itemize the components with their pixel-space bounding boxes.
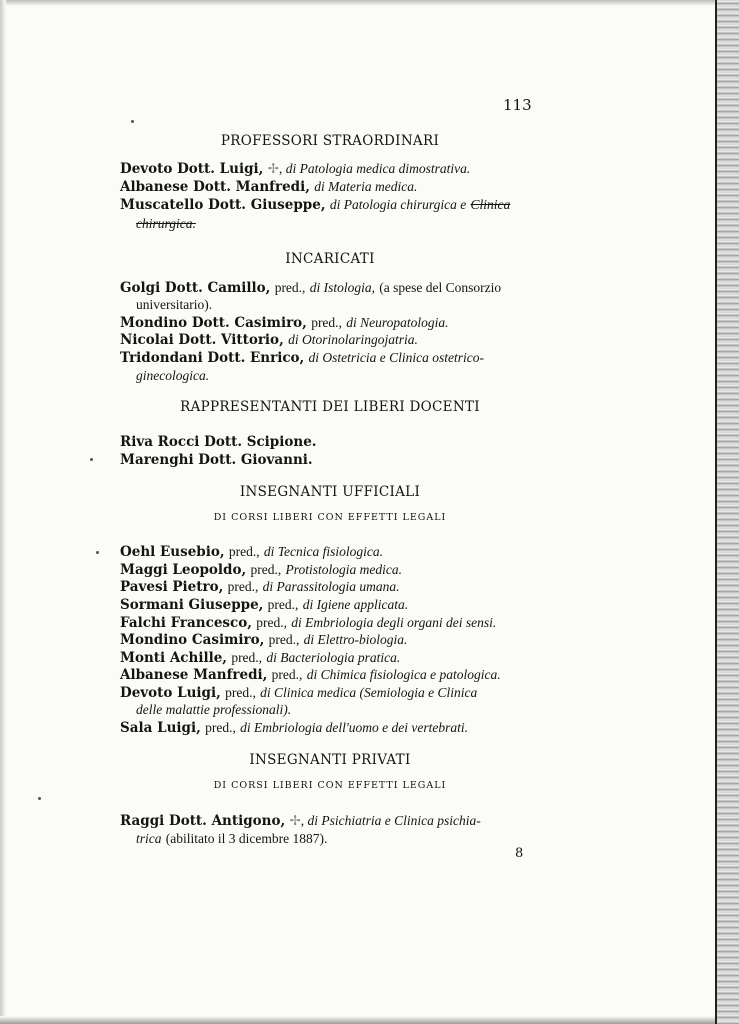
entry-name: Mondino Dott. Casimiro, xyxy=(120,315,307,331)
entry-line xyxy=(120,812,481,830)
entry-line xyxy=(120,331,418,349)
scan-edge-left xyxy=(0,0,6,1024)
entry-name: Golgi Dott. Camillo, xyxy=(120,280,271,296)
entry-subject: di Embriologia dell'uomo e dei vertebrati. xyxy=(240,720,468,735)
entry-name: Falchi Francesco, xyxy=(120,615,252,631)
entry-note: (a spese del Consorzio xyxy=(379,280,502,295)
entry-line xyxy=(120,631,407,649)
entry-continuation xyxy=(136,830,327,848)
entry-pred: pred., xyxy=(250,562,282,577)
entry-name: Monti Achille, xyxy=(120,650,228,666)
entry-name: Riva Rocci Dott. Scipione. xyxy=(120,434,317,450)
entry-subject: di Istologia, xyxy=(309,280,375,295)
entry-pred: pred., xyxy=(271,667,303,682)
scan-edge-bottom xyxy=(0,1016,739,1024)
entry-name: Pavesi Pietro, xyxy=(120,579,224,595)
entry-pred: pred., xyxy=(205,720,236,735)
signature-mark: 8 xyxy=(515,846,524,861)
cross-mark: ✢ xyxy=(289,813,301,829)
entry-separator: , xyxy=(300,813,308,828)
entry-line xyxy=(120,614,496,632)
scan-speck xyxy=(131,120,134,123)
entry-pred: pred., xyxy=(267,597,299,612)
entry-subject: di Tecnica fisiologica. xyxy=(263,544,384,559)
entry-pred: pred., xyxy=(228,544,260,559)
entry-line xyxy=(120,561,402,579)
entry-continuation xyxy=(136,367,209,385)
entry-subject: di Elettro-biologia. xyxy=(303,632,408,647)
entry-pred: pred., xyxy=(268,632,300,647)
entry-name: Mondino Casimiro, xyxy=(120,632,265,648)
struck-continuation: chirurgica. xyxy=(136,216,196,231)
entry-line xyxy=(120,349,484,367)
entry-separator: , xyxy=(278,161,286,176)
entry-subject: di Psichiatria e Clinica psichia- xyxy=(307,813,481,828)
entry-line xyxy=(120,196,510,214)
entry-continuation-text: ginecologica. xyxy=(136,368,210,383)
entry-line xyxy=(120,279,501,297)
entry-name: Sala Luigi, xyxy=(120,720,201,736)
scan-speck xyxy=(90,458,93,461)
entry-subject: di Embriologia degli organi dei sensi. xyxy=(291,615,497,630)
entry-continuation xyxy=(136,296,212,314)
entry-line xyxy=(120,596,408,614)
entry-subject: di Bacteriologia pratica. xyxy=(266,650,401,665)
entry-subject: di Chimica fisiologica e patologica. xyxy=(306,667,501,682)
entry-line xyxy=(120,178,417,196)
entry-line xyxy=(120,666,501,684)
entry-line xyxy=(120,684,477,702)
entry-name: Raggi Dott. Antigono, xyxy=(120,813,286,829)
entry-line xyxy=(120,649,400,667)
entry-continuation-subject: trica xyxy=(136,831,162,846)
section-heading: INSEGNANTI UFFICIALI xyxy=(239,484,421,500)
entry-pred: pred., xyxy=(227,579,259,594)
entry-name: Muscatello Dott. Giuseppe, xyxy=(120,197,326,213)
entry-subject: Protistologia medica. xyxy=(285,562,403,577)
entry-name: Sormani Giuseppe, xyxy=(120,597,264,613)
entry-pred: pred., xyxy=(256,615,287,630)
entry-subject: di Parassitologia umana. xyxy=(262,579,400,594)
entry-name: Oehl Eusebio, xyxy=(120,544,225,560)
section-heading: INCARICATI xyxy=(285,251,375,267)
scan-speck xyxy=(38,797,41,800)
entry-continuation xyxy=(136,215,196,233)
entry-name: Marenghi Dott. Giovanni. xyxy=(120,452,313,468)
entry-name: Devoto Dott. Luigi, xyxy=(120,161,264,177)
entry-pred: pred., xyxy=(231,650,263,665)
entry-name: Tridondani Dott. Enrico, xyxy=(120,350,305,366)
struck-word: Clinica xyxy=(470,197,511,212)
entry-subject: di Patologia chirurgica e xyxy=(329,197,467,212)
entry-pred: pred., xyxy=(274,280,306,295)
entry-subject: di Neuropatologia. xyxy=(346,315,449,330)
entry-name: Devoto Luigi, xyxy=(120,685,221,701)
scan-speck xyxy=(96,551,99,554)
section-subheading: DI CORSI LIBERI CON EFFETTI LEGALI xyxy=(213,512,447,523)
entry-line xyxy=(120,451,313,469)
entry-subject: di Ostetricia e Clinica ostetrico- xyxy=(308,350,485,365)
entry-name: Nicolai Dott. Vittorio, xyxy=(120,332,284,348)
entry-name: Maggi Leopoldo, xyxy=(120,562,247,578)
entry-line xyxy=(120,719,468,737)
entry-line xyxy=(120,160,470,178)
entry-continuation xyxy=(136,701,291,719)
entry-continuation-text: universitario). xyxy=(136,297,213,312)
entry-pred: pred., xyxy=(311,315,342,330)
scan-edge-top xyxy=(0,0,739,6)
entry-subject: di Clinica medica (Semiologia e Clinica xyxy=(260,685,478,700)
section-heading: INSEGNANTI PRIVATI xyxy=(249,752,411,768)
entry-line xyxy=(120,314,449,332)
section-subheading: DI CORSI LIBERI CON EFFETTI LEGALI xyxy=(213,780,447,791)
entry-pred: pred., xyxy=(225,685,256,700)
entry-line xyxy=(120,543,383,561)
entry-name: Albanese Dott. Manfredi, xyxy=(120,179,310,195)
entry-line xyxy=(120,433,317,451)
entry-subject: di Patologia medica dimostrativa. xyxy=(285,161,471,176)
section-heading: RAPPRESENTANTI DEI LIBERI DOCENTI xyxy=(180,399,480,415)
page-number: 113 xyxy=(503,96,532,114)
entry-subject: di Materia medica. xyxy=(314,179,418,194)
entry-subject: di Igiene applicata. xyxy=(302,597,409,612)
entry-subject: di Otorinolaringojatria. xyxy=(288,332,418,347)
entry-line xyxy=(120,578,400,596)
entry-name: Albanese Manfredi, xyxy=(120,667,268,683)
entry-continuation-text: delle malattie professionali). xyxy=(136,702,292,717)
scan-edge-right xyxy=(715,0,739,1024)
entry-continuation-note: (abilitato il 3 dicembre 1887). xyxy=(165,831,328,846)
section-heading: PROFESSORI STRAORDINARI xyxy=(220,133,440,149)
cross-mark: ✢ xyxy=(267,161,279,177)
